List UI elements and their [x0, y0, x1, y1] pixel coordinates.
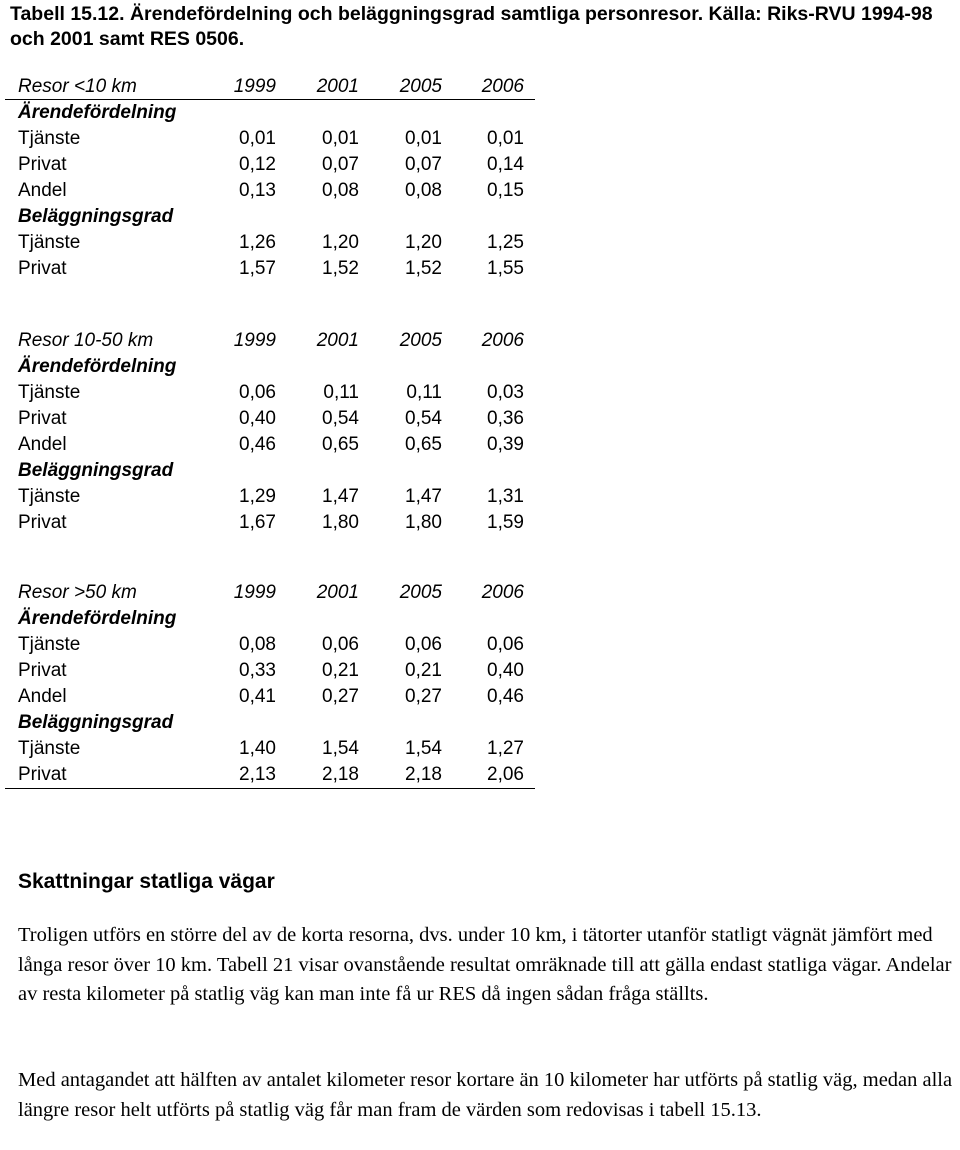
table-cell: 0,21	[405, 660, 442, 681]
body-paragraph-1: Troligen utförs en större del av de korta resorna, dvs. under 10 km, i tätorter utanför statligt vägnät jämfört med långa resor över 10 km. Tabell 21 visar ovanstående resultat omräknade till att gälla endast statliga vägar. Andelar av resta kilometer på statlig väg kan man inte få ur RES då ingen sådan fråga ställts.	[18, 924, 952, 1005]
table-cell: 1,57	[239, 258, 276, 279]
table-cell: 0,06	[322, 634, 359, 655]
table-cell: 0,46	[239, 434, 276, 455]
table-cell: 0,01	[405, 128, 442, 149]
table-cell: 0,11	[323, 382, 359, 403]
table-cell: 1,47	[405, 486, 442, 507]
table-long-trips	[0, 580, 540, 788]
table-cell: 0,54	[322, 408, 359, 429]
table-cell: 0,54	[405, 408, 442, 429]
table-cell: 1,52	[405, 258, 442, 279]
table-cell: 1,67	[239, 512, 276, 533]
section-title: Beläggningsgrad	[18, 206, 174, 227]
table-row	[0, 432, 540, 458]
table-cell: 0,27	[405, 686, 442, 707]
table-cell: 0,06	[487, 634, 524, 655]
table-row	[0, 684, 540, 710]
table-row	[0, 658, 540, 684]
table-cell: 1,20	[405, 232, 442, 253]
section-title: Ärendefördelning	[18, 608, 177, 629]
table-row	[0, 230, 540, 256]
table-cell: 0,12	[239, 154, 276, 175]
table-row	[0, 406, 540, 432]
year-header: 2001	[316, 582, 359, 603]
table-row	[0, 126, 540, 152]
table-header-label: Resor <10 km	[18, 76, 137, 97]
table-bottom-rule	[5, 788, 535, 789]
table-row	[0, 178, 540, 204]
table-cell: 0,40	[487, 660, 524, 681]
row-label: Privat	[18, 660, 67, 681]
table-row	[0, 152, 540, 178]
row-label: Privat	[18, 408, 67, 429]
row-label: Andel	[18, 180, 67, 201]
row-label: Tjänste	[18, 128, 81, 149]
table-cell: 0,07	[322, 154, 359, 175]
table-caption: Tabell 15.12. Ärendefördelning och beläggningsgrad samtliga personresor. Källa: Riks-RVU 1994-98 och 2001 samt RES 0506.	[10, 3, 933, 50]
table-cell: 1,20	[322, 232, 359, 253]
body-paragraph-2: Med antagandet att hälften av antalet kilometer resor kortare än 10 kilometer har utförts på statlig väg, medan alla längre resor helt utförts på statlig väg får man fram de värden som redovisas i tabell 15.13.	[18, 1069, 953, 1121]
year-header: 2001	[316, 76, 359, 97]
table-cell: 0,65	[405, 434, 442, 455]
row-label: Tjänste	[18, 634, 81, 655]
table-cell: 0,65	[322, 434, 359, 455]
year-header: 1999	[233, 330, 276, 351]
table-header-row	[0, 74, 540, 100]
year-header: 2005	[399, 330, 442, 351]
row-label: Andel	[18, 434, 67, 455]
table-cell: 1,31	[487, 486, 524, 507]
year-header: 2006	[481, 330, 524, 351]
table-cell: 0,13	[239, 180, 276, 201]
table-row	[0, 380, 540, 406]
table-cell: 1,54	[322, 738, 359, 759]
table-header-label: Resor 10-50 km	[18, 330, 154, 351]
table-cell: 1,55	[487, 258, 524, 279]
row-label: Andel	[18, 686, 67, 707]
table-cell: 0,06	[239, 382, 276, 403]
table-cell: 2,06	[487, 764, 524, 785]
year-header: 2001	[316, 330, 359, 351]
table-cell: 0,03	[487, 382, 524, 403]
table-cell: 0,41	[239, 686, 276, 707]
year-header: 2005	[399, 582, 442, 603]
year-header: 2006	[481, 76, 524, 97]
table-cell: 1,40	[239, 738, 276, 759]
table-cell: 1,26	[239, 232, 276, 253]
row-label: Tjänste	[18, 232, 81, 253]
table-header-label: Resor >50 km	[18, 582, 137, 603]
section-title: Beläggningsgrad	[18, 460, 174, 481]
section-heading: Skattningar statliga vägar	[18, 870, 275, 893]
table-cell: 1,52	[322, 258, 359, 279]
table-row	[0, 736, 540, 762]
table-cell: 0,46	[487, 686, 524, 707]
row-label: Privat	[18, 154, 67, 175]
table-row	[0, 632, 540, 658]
row-label: Privat	[18, 258, 67, 279]
table-cell: 0,36	[487, 408, 524, 429]
section-title-row	[0, 100, 540, 126]
table-row	[0, 762, 540, 788]
table-medium-trips	[0, 328, 540, 536]
table-cell: 1,59	[487, 512, 524, 533]
table-cell: 0,01	[322, 128, 359, 149]
table-cell: 2,13	[239, 764, 276, 785]
table-cell: 2,18	[405, 764, 442, 785]
table-row	[0, 256, 540, 282]
table-header-row	[0, 580, 540, 606]
table-cell: 0,01	[239, 128, 276, 149]
table-cell: 0,21	[322, 660, 359, 681]
table-cell: 0,07	[405, 154, 442, 175]
section-title: Beläggningsgrad	[18, 712, 174, 733]
table-cell: 1,54	[405, 738, 442, 759]
section-title-row	[0, 710, 540, 736]
section-title: Ärendefördelning	[18, 102, 177, 123]
table-cell: 1,29	[239, 486, 276, 507]
table-cell: 1,25	[487, 232, 524, 253]
table-cell: 2,18	[322, 764, 359, 785]
table-cell: 0,27	[322, 686, 359, 707]
table-header-row	[0, 328, 540, 354]
year-header: 2005	[399, 76, 442, 97]
row-label: Tjänste	[18, 738, 81, 759]
table-cell: 0,08	[239, 634, 276, 655]
table-cell: 0,39	[487, 434, 524, 455]
year-header: 1999	[233, 76, 276, 97]
section-title-row	[0, 204, 540, 230]
table-cell: 0,11	[406, 382, 442, 403]
row-label: Privat	[18, 764, 67, 785]
row-label: Tjänste	[18, 382, 81, 403]
table-cell: 0,15	[487, 180, 524, 201]
row-label: Privat	[18, 512, 67, 533]
table-short-trips	[0, 74, 540, 282]
section-title-row	[0, 458, 540, 484]
section-title-row	[0, 606, 540, 632]
table-cell: 0,01	[487, 128, 524, 149]
table-cell: 1,27	[487, 738, 524, 759]
table-cell: 0,08	[322, 180, 359, 201]
section-title: Ärendefördelning	[18, 356, 177, 377]
row-label: Tjänste	[18, 486, 81, 507]
table-cell: 1,47	[322, 486, 359, 507]
table-cell: 0,08	[405, 180, 442, 201]
table-cell: 0,33	[239, 660, 276, 681]
table-row	[0, 510, 540, 536]
table-cell: 0,06	[405, 634, 442, 655]
table-row	[0, 484, 540, 510]
year-header: 1999	[233, 582, 276, 603]
year-header: 2006	[481, 582, 524, 603]
table-cell: 0,14	[487, 154, 524, 175]
table-top-rule	[5, 99, 535, 100]
table-cell: 0,40	[239, 408, 276, 429]
table-cell: 1,80	[322, 512, 359, 533]
section-title-row	[0, 354, 540, 380]
table-cell: 1,80	[405, 512, 442, 533]
